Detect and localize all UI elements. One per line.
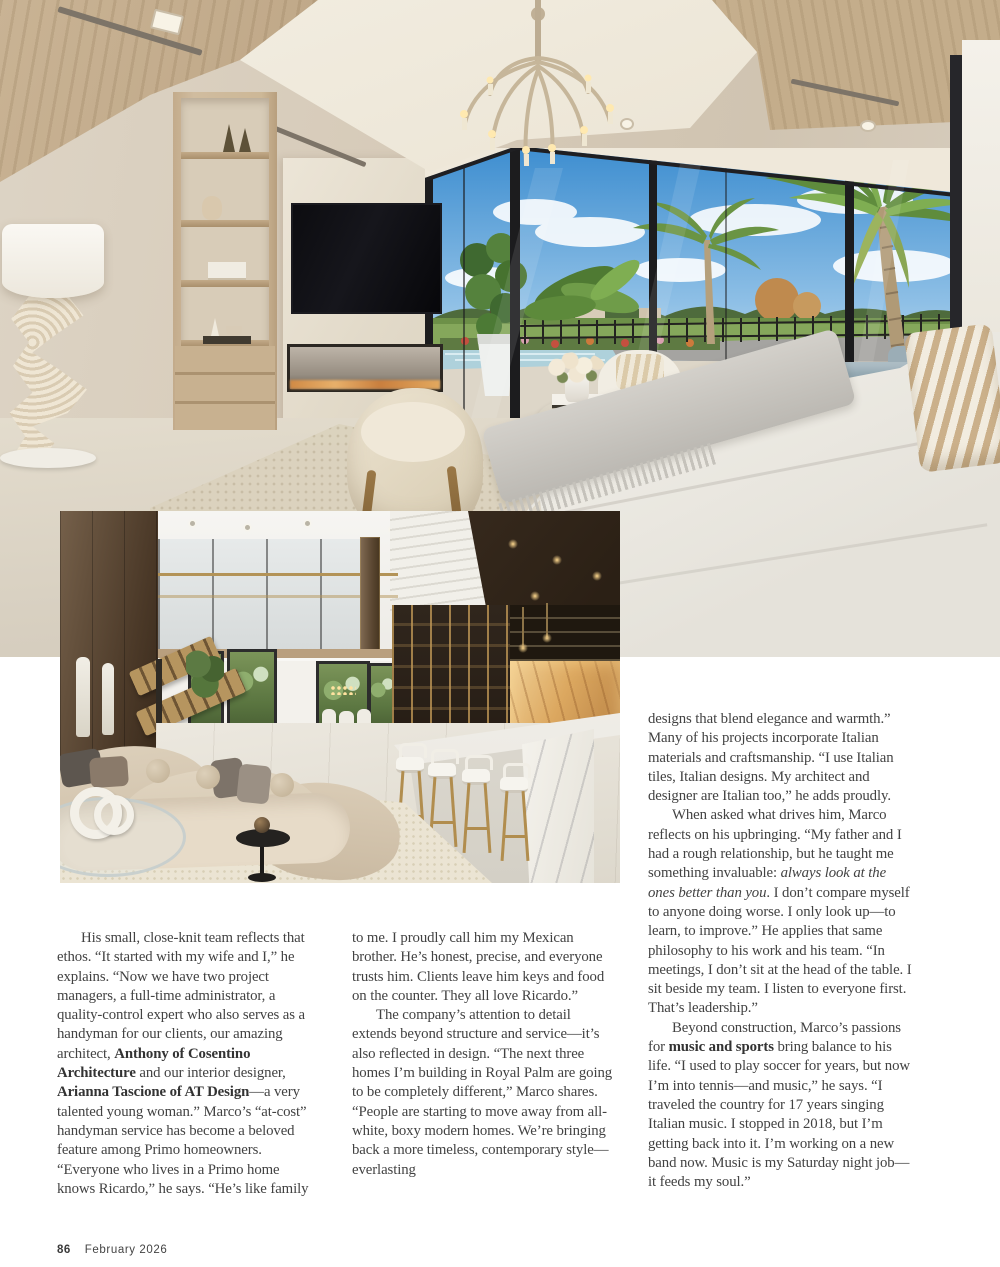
white-sculpture (76, 657, 90, 737)
bar-downlight (592, 571, 602, 581)
marble-waterfall-edge (522, 729, 594, 883)
paragraph (352, 1006, 616, 1180)
sofa-pillow (236, 763, 272, 804)
text-run: The company’s attention to detail extends beyond structure and service—it’s also reflected in design. “The next three homes I’m building in Royal Palm are going to be completely different,” Marco shares. “People are starting to move away from all-white, boxy modern homes. We’re bringing back a more timeless, contemporary style—everlasting (352, 1007, 613, 1178)
bar-downlight (530, 591, 540, 601)
paragraph (352, 929, 616, 1006)
sofa-pillow (89, 756, 129, 789)
shelf-board (181, 152, 269, 159)
sofa-bolster (196, 765, 220, 789)
rose-bouquet (548, 352, 606, 386)
pendant-bulb (518, 643, 528, 653)
text-run: Beyond construction, Marco’s passions for (648, 1019, 901, 1056)
text-column-2 (352, 929, 616, 1180)
decor-blocks (208, 262, 246, 278)
pendant-light (546, 603, 548, 637)
pendant-light (522, 607, 524, 647)
text-run: to me. I proudly call him my Mexican brother. He’s honest, precise, and everyone trusts him. Clients leave him keys and food on the counter. They all love Ricardo.” (352, 930, 605, 1004)
page-number: 86 (57, 1244, 71, 1256)
side-table-base (248, 873, 276, 882)
paragraph (648, 710, 912, 806)
paragraph (57, 929, 321, 1199)
shelf-board (181, 220, 269, 227)
text-run: and our interior designer, (135, 1065, 286, 1082)
linear-fireplace (287, 344, 443, 392)
shelf-drawers (175, 346, 275, 430)
inset-photo-living-room (60, 511, 620, 883)
recessed-light (190, 521, 195, 526)
issue-date: February 2026 (84, 1244, 168, 1256)
sofa-bolster (270, 773, 294, 797)
text-column-1 (57, 929, 321, 1199)
text-run: When asked what drives him, Marco reflects on his upbringing. “My father and I had a rough relationship, but he taught me something invaluable: (648, 807, 902, 882)
white-sculpture (102, 663, 114, 735)
recessed-light (860, 120, 876, 132)
text-run: bring balance to his life. “I used to play soccer for years, but now I’m into tennis—and music,” he says. “I traveled the country for 17 years singing Italian music. I stopped in 2018, but I’m getting back into it. I’m working on a new band now. Music is my Saturday night job—it feeds my soul.” (648, 1039, 910, 1191)
recessed-light (245, 525, 250, 530)
chandelier (442, 0, 637, 210)
wall-tv (291, 203, 442, 314)
right-window-frame (950, 55, 962, 355)
lamp-shade (2, 224, 104, 298)
right-wall-strip (962, 40, 1000, 360)
text-run: music and sports (668, 1039, 774, 1056)
pendant-bulb (542, 633, 552, 643)
bar-downlight (508, 539, 518, 549)
text-run: —a very talented young woman.” Marco’s “at-cost” handyman service has become a beloved feature among Primo homeowners. “Everyone who lives in a Primo home knows Ricardo,” he says. “He’s like family (57, 1084, 309, 1197)
knot-sculpture (94, 795, 134, 835)
paragraph (648, 1019, 912, 1193)
bronze-sphere (254, 817, 270, 833)
text-run: His small, close-knit team reflects that ethos. “It started with my wife and I,” he explains. “Now we have two project managers, a full-time administrator, a quality-control expert who also serves as a handyman for our clients, our amazing architect, (57, 930, 305, 1062)
mezzanine-glass-rail (158, 539, 370, 653)
decor-jug (202, 196, 222, 220)
bar-downlight (552, 555, 562, 565)
bar-stool (500, 763, 530, 873)
bar-back-shelf (510, 605, 620, 661)
text-run: Anthony of Cosentino Architecture (57, 1045, 251, 1082)
paragraph (648, 806, 912, 1018)
recessed-light (305, 521, 310, 526)
text-run: Arianna Tascione of AT Design (57, 1084, 250, 1101)
indoor-tree (186, 649, 224, 699)
text-column-3 (648, 710, 912, 1192)
bar-stool (462, 755, 492, 865)
decor-books (203, 336, 251, 344)
dining-chandelier (330, 685, 356, 695)
shelf-board (181, 280, 269, 287)
shelving-unit (173, 92, 277, 430)
sofa-bolster (146, 759, 170, 783)
striped-bed-pillow (904, 323, 1000, 473)
decor-bowl (226, 326, 242, 336)
text-run: designs that blend elegance and warmth.” Many of his projects incorporate Italian materials and craftsmanship. “I use Italian tiles, Italian designs. My architect and designer are Italian too,” he adds proudly. (648, 711, 894, 805)
text-run: always look at the ones better than you (648, 865, 887, 901)
page-footer (57, 1240, 167, 1258)
lamp-base-plate (0, 448, 96, 468)
text-run: . I don’t compare myself to anyone doing worse. I only look up—to learn, to improve.” He applies that same philosophy to his work and his team. “In meetings, I don’t sit at the head of the table. I sit beside my team. I listen to everyone first. That’s leadership.” (648, 884, 912, 1017)
